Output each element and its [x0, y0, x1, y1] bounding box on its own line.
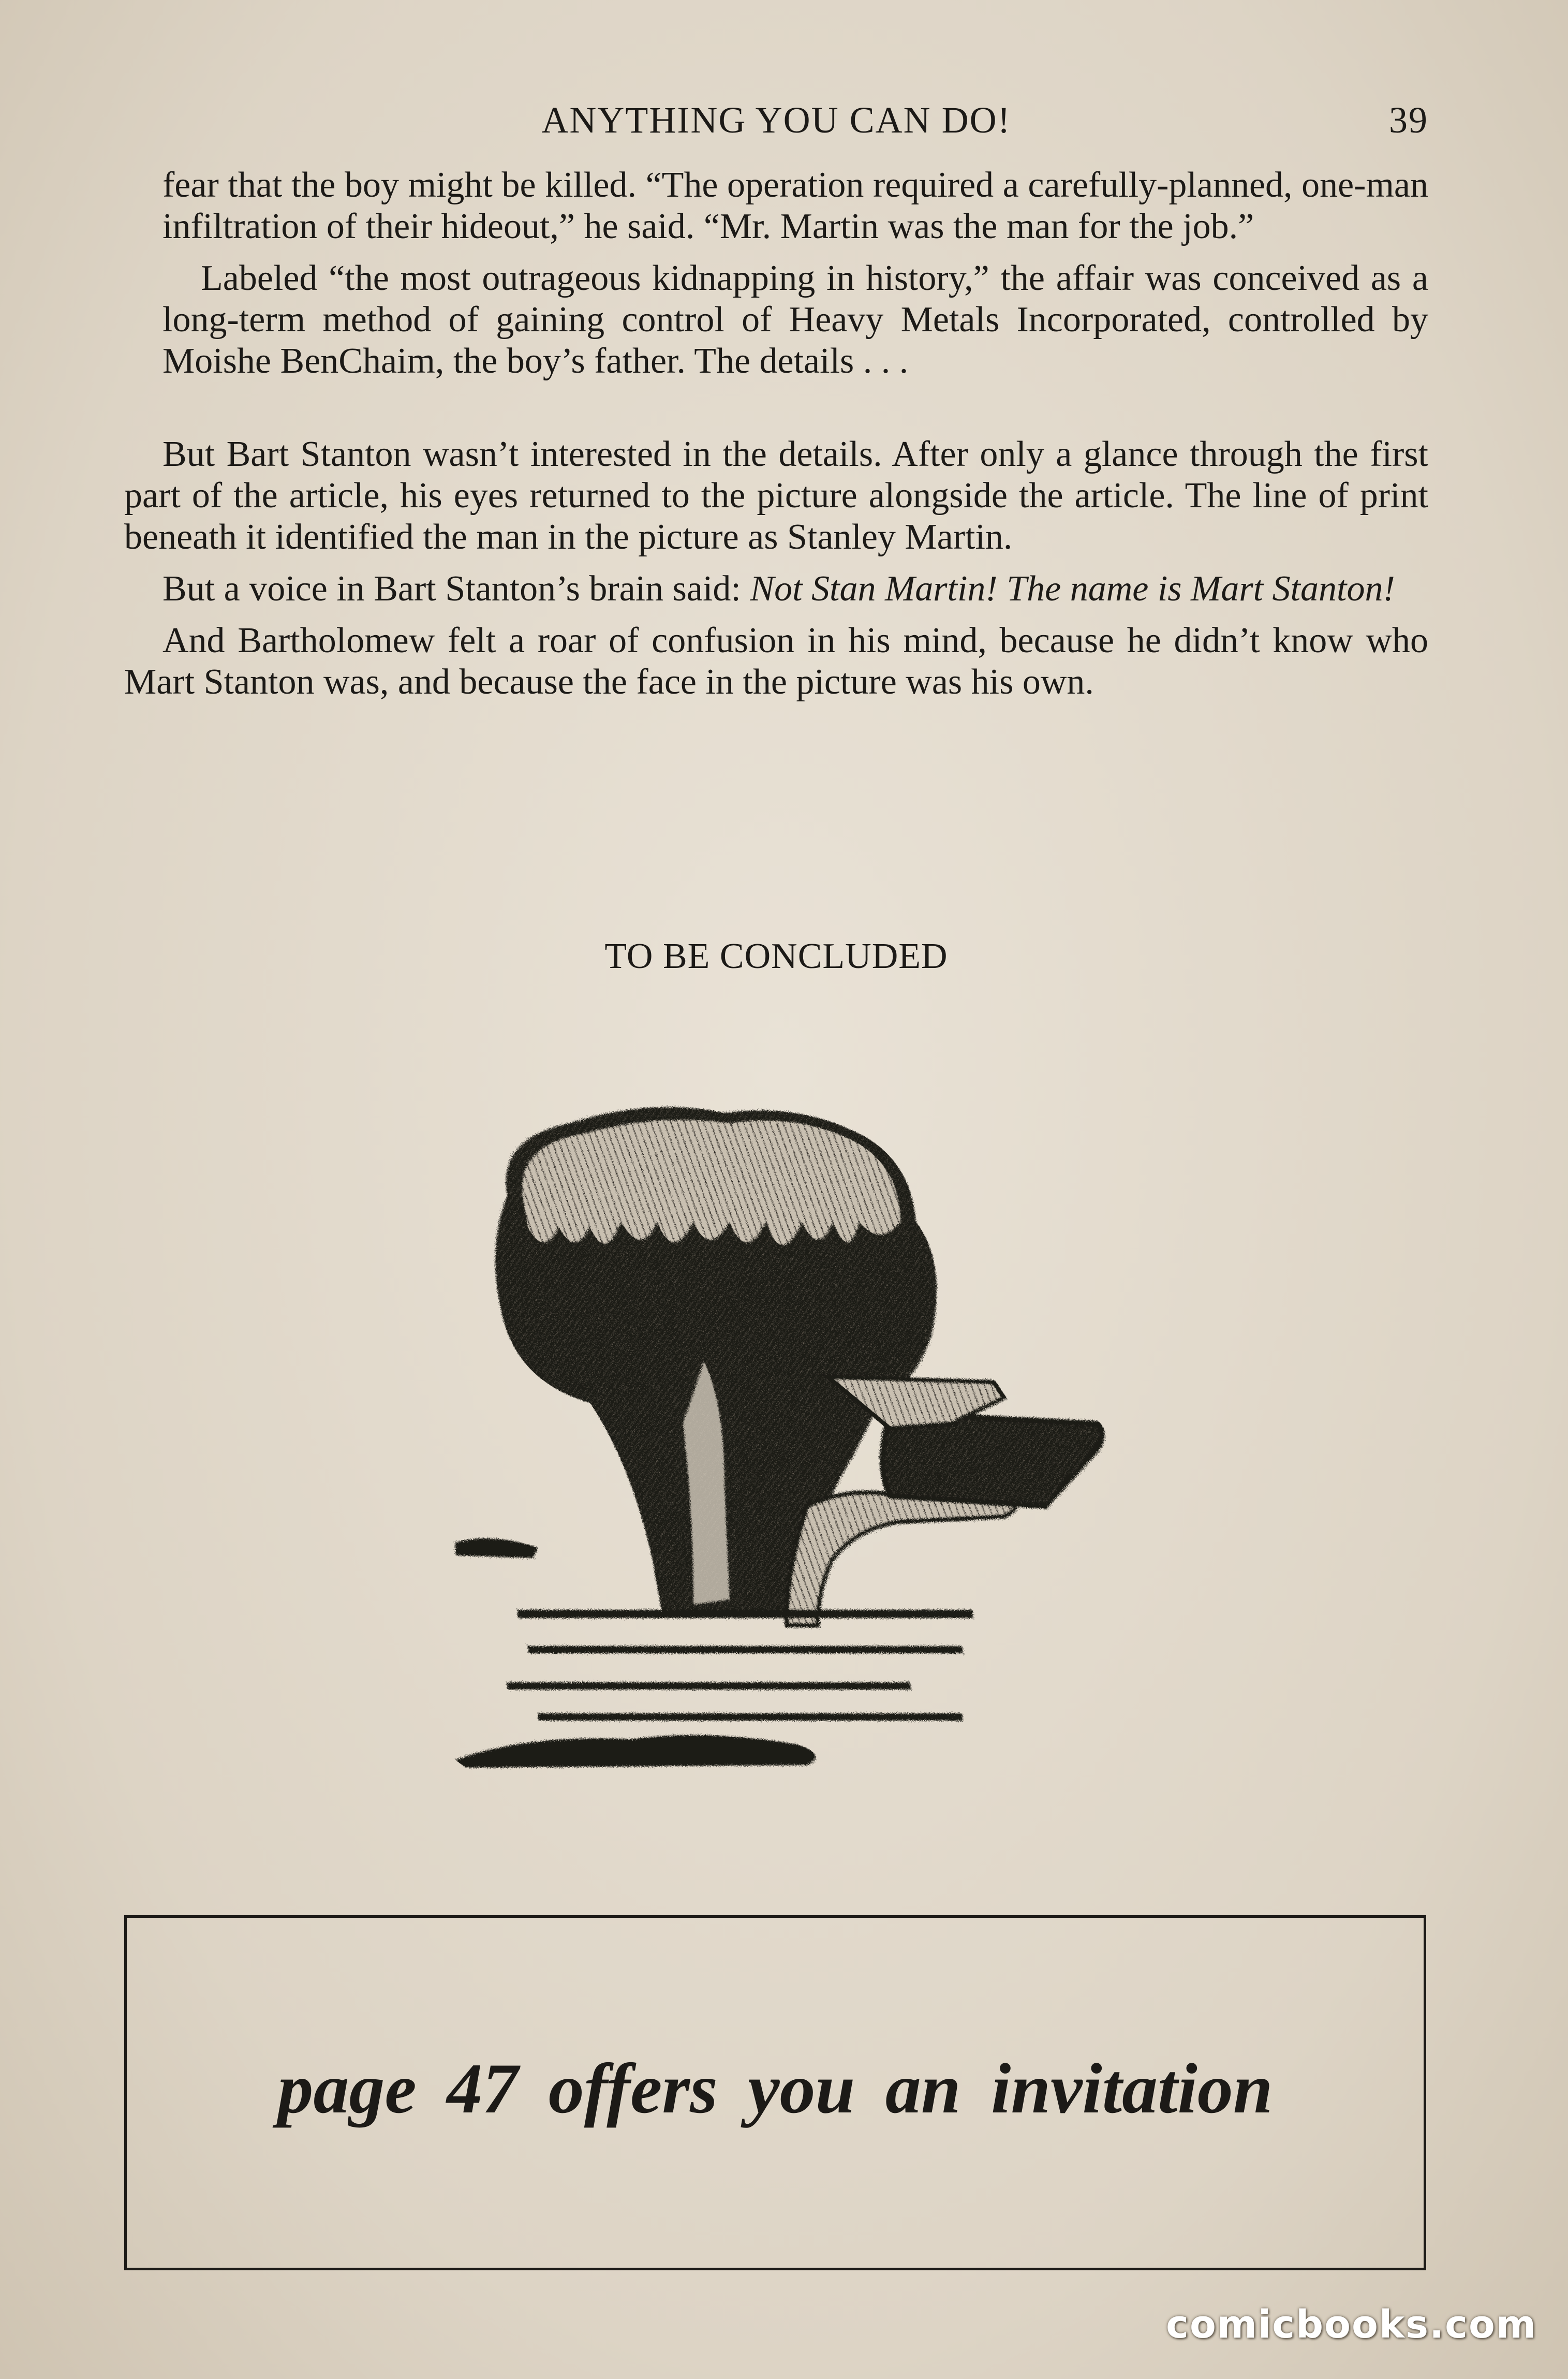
paragraph-article-1: fear that the boy might be killed. “The operation required a carefully-planned, one-man infiltration of their hideout,” he said. “Mr. Martin was the man for the job.” [162, 165, 1428, 246]
to-be-concluded: TO BE CONCLUDED [604, 936, 948, 976]
page-number: 39 [1389, 99, 1428, 141]
paragraph-4-italic: Not Stan Martin! The name is Mart Stanton! [750, 569, 1395, 609]
running-title: ANYTHING YOU CAN DO! [541, 99, 1011, 141]
story-text [124, 165, 1428, 713]
paragraph-article-2: Labeled “the most outrageous kidnapping in history,” the affair was conceived as a long-term method of gaining control of Heavy Metals Incorporated, controlled by Moishe BenChaim, the boy’s father. The details . . . [162, 258, 1428, 381]
paragraph-3: But Bart Stanton wasn’t interested in the details. After only a glance through the first part of the article, his eyes returned to the picture alongside the article. The line of print beneath it identified the man in the picture as Stanley Martin. [124, 434, 1428, 557]
advertisement-text: page 47 offers you an invitation [277, 2049, 1273, 2128]
paragraph-4-text: But a voice in Bart Stanton’s brain said: [162, 569, 750, 609]
advertisement-box [124, 1915, 1426, 2270]
fist-holding-book-illustration [435, 1092, 1128, 1781]
paragraph-4 [124, 568, 1428, 610]
paragraph-5: And Bartholomew felt a roar of confusion in his mind, because he didn’t know who Mart Stanton was, and because the face in the picture was his own. [124, 621, 1428, 702]
watermark: comicbooks.com [1166, 2302, 1537, 2347]
